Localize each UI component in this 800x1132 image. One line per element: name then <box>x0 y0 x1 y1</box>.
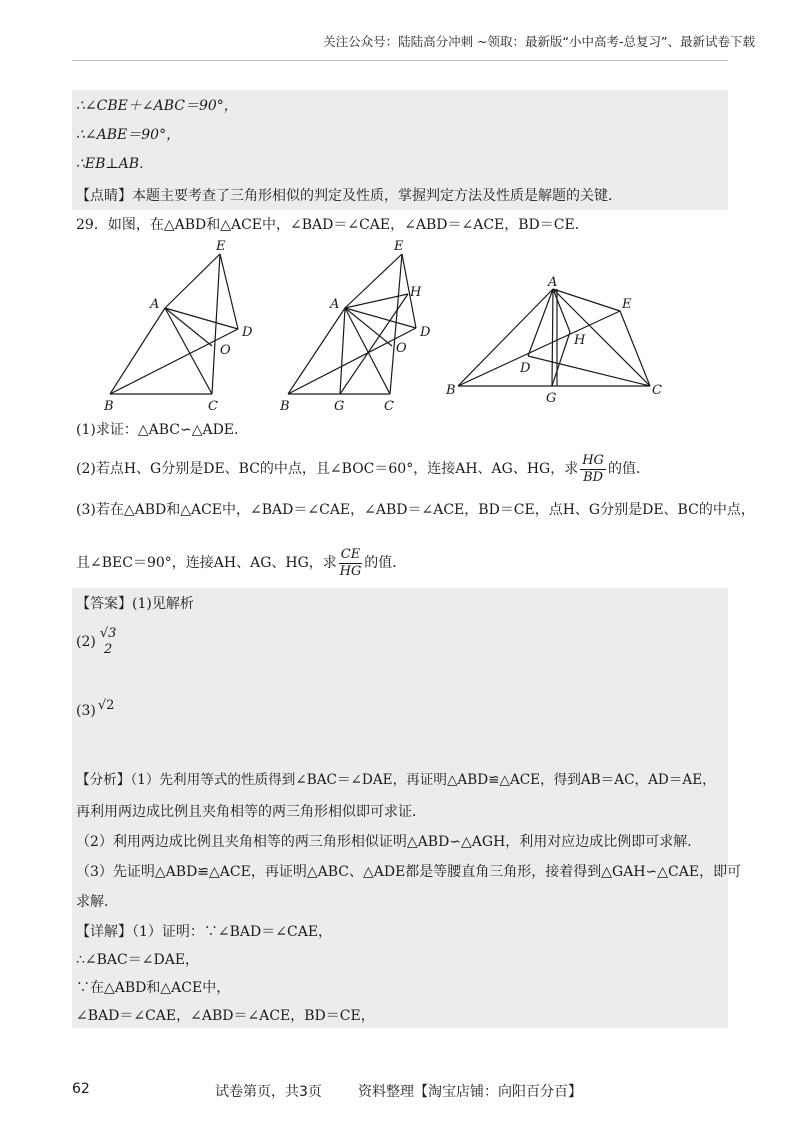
question-part-1: (1)求证：△ABC∽△ADE． <box>76 422 249 438</box>
prev-key-point: 【点睛】本题主要考查了三角形相似的判定及性质，掌握判定方法及性质是解题的关键． <box>76 188 622 204</box>
geometry-figures <box>90 236 710 416</box>
fig2-label-H: H <box>410 285 422 300</box>
fig3-label-C: C <box>652 383 662 398</box>
fig2-label-O: O <box>396 341 407 356</box>
header-divider <box>72 60 728 61</box>
fig1-label-B: B <box>104 399 114 414</box>
fig1-label-D: D <box>242 325 253 340</box>
answer-2-label: (2) <box>76 634 96 650</box>
source-note: 资料整理【淘宝店铺：向阳百分百】 <box>358 1084 582 1100</box>
answer-title: 【答案】(1)见解析 <box>76 596 194 612</box>
fig2-label-D: D <box>420 325 431 340</box>
prev-line-1: ∴∠CBE＋∠ABC＝90°， <box>76 98 238 114</box>
analysis-line-2: 再利用两边成比例且夹角相等的两三角形相似即可求证． <box>76 804 426 820</box>
fig3-label-B: B <box>446 383 456 398</box>
fig1-label-A: A <box>150 297 160 312</box>
fraction-hg-bd <box>580 453 606 486</box>
page-number: 62 <box>72 1081 90 1097</box>
detail-line-3: ∵在△ABD和△ACE中， <box>76 980 231 996</box>
fraction-denominator: 2 <box>103 642 113 657</box>
analysis-line-3: （2）利用两边成比例且夹角相等的两三角形相似证明△ABD∽△AGH，利用对应边成比例即可求解． <box>76 834 702 850</box>
figure-2 <box>288 254 416 394</box>
analysis-line-4: （3）先证明△ABD≌△ACE，再证明△ABC、△ADE都是等腰直角三角形，接着得到△GAH∽△CAE，即可 <box>76 864 742 880</box>
detail-line-4: ∠BAD＝∠CAE，∠ABD＝∠ACE，BD＝CE， <box>76 1008 375 1024</box>
answer-3-value: √2 <box>97 698 115 713</box>
part-3-text: 且∠BEC＝90°，连接AH、AG、HG，求 <box>76 555 337 571</box>
fraction-denominator: HG <box>339 563 362 579</box>
analysis-line-1: 【分析】（1）先利用等式的性质得到∠BAC＝∠DAE，再证明△ABD≌△ACE，得到AB＝AC，AD＝AE， <box>76 772 716 788</box>
fig2-label-G: G <box>334 399 345 414</box>
page-header: 关注公众号：陆陆高分冲刺 ~领取：最新版“小中高考-总复习”、最新试卷下载 <box>323 34 755 49</box>
fraction-numerator: CE <box>340 546 361 562</box>
fig3-label-D: D <box>520 361 531 376</box>
fraction-denominator: BD <box>583 469 604 485</box>
fig1-label-C: C <box>208 399 218 414</box>
prev-line-2: ∴∠ABE＝90°， <box>76 127 181 143</box>
prev-line-3: ∴EB⊥AB． <box>76 156 153 172</box>
question-part-3-cont <box>76 546 406 580</box>
fig2-label-B: B <box>280 399 290 414</box>
detail-line-1: 【详解】（1）证明：∵∠BAD＝∠CAE， <box>76 924 333 940</box>
fig1-label-E: E <box>216 239 226 254</box>
answer-3-label: (3) <box>76 703 96 719</box>
fig1-label-O: O <box>220 343 231 358</box>
fraction-ce-hg <box>339 547 362 580</box>
part-2-tail: 的值． <box>607 461 650 477</box>
fig2-label-C: C <box>384 399 394 414</box>
answer-part-3 <box>76 696 114 721</box>
answer-part-2 <box>76 622 120 662</box>
part-3-tail: 的值． <box>364 555 407 571</box>
answer-2-fraction <box>98 626 119 658</box>
fraction-numerator: HG <box>582 452 604 468</box>
question-part-2 <box>76 452 650 486</box>
fig2-label-A: A <box>330 297 340 312</box>
part-2-text: (2)若点H、G分别是DE、BC的中点，且∠BOC＝60°，连接AH、AG、HG，求 <box>76 461 579 477</box>
fig2-label-E: E <box>394 239 404 254</box>
detail-line-2: ∴∠BAC＝∠DAE， <box>76 952 200 968</box>
fraction-numerator: √3 <box>99 626 117 641</box>
analysis-line-5: 求解． <box>76 894 118 910</box>
question-part-3: (3)若在△ABD和△ACE中，∠BAD＝∠CAE，∠ABD＝∠ACE，BD＝CE，点H、G分别是DE、BC的中点， <box>76 502 755 518</box>
fig3-label-G: G <box>546 391 557 406</box>
page-info: 试卷第页，共3页 <box>215 1084 322 1100</box>
fig3-label-A: A <box>548 275 558 290</box>
fig3-label-E: E <box>622 297 632 312</box>
figure-1 <box>110 254 238 394</box>
fig3-label-H: H <box>574 333 586 348</box>
question-stem: 29．如图，在△ABD和△ACE中，∠BAD＝∠CAE，∠ABD＝∠ACE，BD＝CE． <box>76 217 589 233</box>
